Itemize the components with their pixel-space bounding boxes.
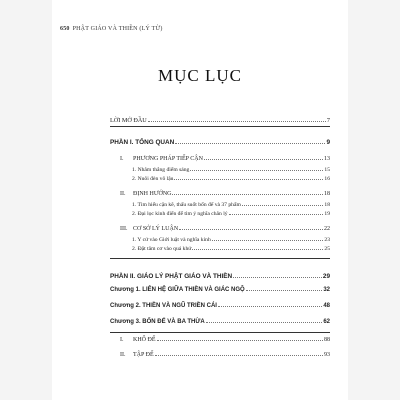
toc-entry-number: II. [120, 191, 126, 197]
dot-leader [175, 143, 325, 144]
toc-entry[interactable] [110, 202, 330, 208]
toc-entry-label: Chương 1. LIÊN HỆ GIỮA THIỀN VÀ GIÁC NGỘ [110, 287, 245, 293]
toc-entry-label: 1. Nhâm thẳng điểm sáng [132, 167, 190, 173]
toc-entry-page: 48 [323, 303, 330, 309]
toc-entry-page: 22 [324, 226, 330, 232]
toc-entry-label: Chương 3. BỐN ĐẾ VÀ BA THỪA [110, 319, 205, 325]
toc-entry-page: 16 [324, 176, 330, 182]
dot-leader [190, 170, 323, 171]
running-head [60, 26, 163, 32]
toc-entry-page: 18 [324, 202, 330, 208]
toc-entry-label: Chương 2. THIỀN VÀ NGŨ TRIỀN CÁI [110, 303, 217, 309]
dot-leader [218, 306, 322, 307]
dot-leader [246, 290, 323, 291]
toc-entry[interactable] [110, 176, 330, 182]
toc-entry-page: 29 [322, 273, 330, 280]
toc-entry-label: 2. Nuôi đèn vô lậu [132, 176, 174, 182]
toc-entry[interactable] [110, 352, 330, 358]
toc-entry-page: 23 [324, 237, 330, 243]
toc-entry[interactable] [110, 156, 330, 162]
toc-entry-page: 9 [326, 139, 330, 146]
toc-entry[interactable] [110, 319, 330, 325]
toc-entry-number: I. [120, 337, 124, 343]
toc-entry[interactable] [110, 337, 330, 343]
toc-entry[interactable] [110, 226, 330, 232]
toc-entry-label: ĐỊNH HƯỚNG [133, 191, 172, 197]
dot-leader [242, 205, 324, 206]
dot-leader [233, 277, 322, 278]
dot-leader [174, 179, 323, 180]
toc-entry-page: 19 [324, 211, 330, 217]
dot-leader [179, 229, 323, 230]
running-head-title: PHẬT GIÁO VÀ THIỀN (LÝ TỪ) [72, 26, 163, 32]
toc-entry-page: 62 [323, 319, 330, 325]
toc-entry[interactable] [110, 237, 330, 243]
toc-entry-page: 25 [324, 246, 330, 252]
divider [110, 258, 330, 259]
toc-entry-label: PHẦN II. GIÁO LÝ PHẬT GIÁO VÀ THIỀN [110, 273, 233, 280]
toc-entry-label: 1. Tìm hiểu cặn kẽ, thấu suốt bốn đế và 37 phẩm [132, 202, 241, 208]
divider [110, 332, 330, 333]
toc-entry-page: 13 [324, 156, 330, 162]
toc-entry-page: 18 [324, 191, 330, 197]
toc-entry[interactable] [110, 117, 330, 124]
dot-leader [192, 249, 323, 250]
toc-entry-page: 32 [323, 287, 330, 293]
toc-entry[interactable] [110, 287, 330, 293]
toc-entry-page: 7 [326, 117, 330, 124]
divider [110, 126, 330, 127]
dot-leader [172, 194, 323, 195]
toc-entry-page: 88 [324, 337, 330, 343]
dot-leader [212, 240, 324, 241]
toc-entry-label: TẬP ĐẾ [133, 352, 154, 358]
toc-entry-label: 2. Đặt tâm cơ vào quá khứ [132, 246, 192, 252]
toc-entry[interactable] [110, 191, 330, 197]
dot-leader [206, 322, 323, 323]
page-title: MỤC LỤC [158, 66, 242, 85]
toc-entry-number: III. [120, 226, 128, 232]
dot-leader [204, 159, 323, 160]
toc-entry[interactable] [110, 167, 330, 173]
toc-entry[interactable] [110, 246, 330, 252]
toc-entry-number: I. [120, 156, 124, 162]
dot-leader [157, 340, 324, 341]
toc-entry-label: PHƯƠNG PHÁP TIẾP CẬN [133, 156, 203, 162]
toc-entry-number: II. [120, 352, 126, 358]
book-page [52, 0, 348, 400]
toc-entry[interactable] [110, 139, 330, 146]
toc-entry-label: KHỔ ĐẾ [133, 337, 156, 343]
toc-entry-label: CƠ SỞ LÝ LUẬN [133, 226, 179, 232]
toc-entry-page: 15 [324, 167, 330, 173]
toc-entry[interactable] [110, 303, 330, 309]
toc-entry-label: PHẦN I. TỔNG QUAN [110, 139, 175, 146]
dot-leader [155, 355, 323, 356]
toc-entry[interactable] [110, 211, 330, 217]
toc-entry-label: LỜI MỞ ĐẦU [110, 117, 147, 124]
toc-entry-label: 2. Đại lọc kinh điển để tìm ý nghĩa chân lý [132, 211, 228, 217]
toc-entry[interactable] [110, 273, 330, 280]
page-number: 650 [60, 26, 70, 32]
dot-leader [148, 121, 326, 122]
dot-leader [229, 214, 324, 215]
toc-entry-page: 93 [324, 352, 330, 358]
toc-entry-label: 1. Y cứ vào Giới luật và nghĩa kinh [132, 237, 211, 243]
